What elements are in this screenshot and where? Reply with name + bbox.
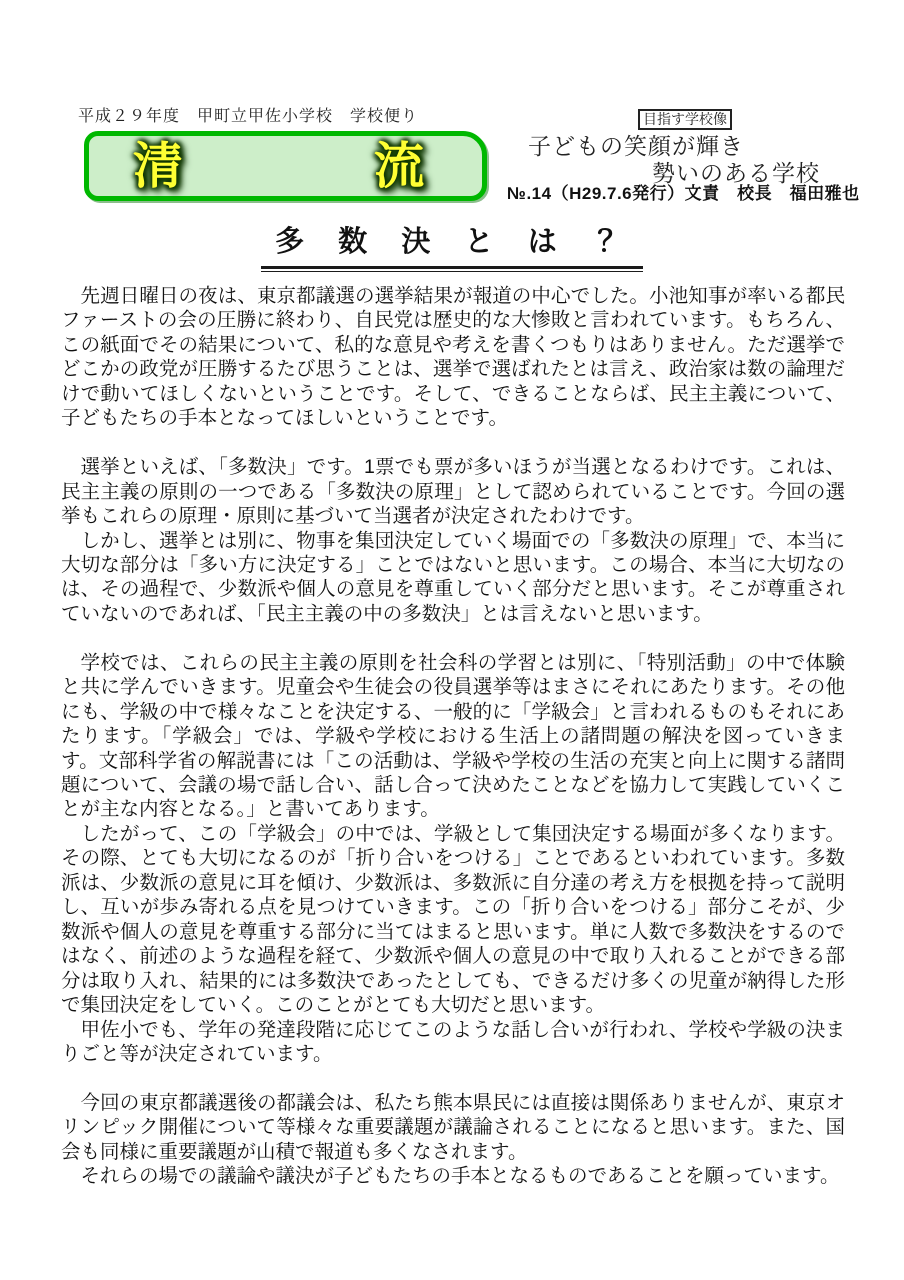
article-title: 多 数 決 と は ？: [261, 219, 643, 269]
article-body: [61, 284, 845, 1189]
school-vision-label: 目指す学校像: [638, 109, 732, 130]
body-paragraph: したがって、この「学級会」の中では、学級として集団決定する場面が多くなります。その際、とても大切になるのが「折り合いをつける」ことであるといわれています。多数派は、少数派の意見に耳を傾け、少数派は、多数派に自分達の考え方を根拠を持って説明し、互いが歩み寄れる点を見つけていきます。この「折り合いをつける」部分こそが、少数派や個人の意見を尊重する部分に当てはまると思います。単に人数で多数決をするのではなく、前述のような過程を経て、少数派や個人の意見の中で取り入れることができる部分は取り入れ、結果的には多数決であったとしても、できるだけ多くの児童が納得した形で集団決定をしていく。このことがとても大切だと思います。: [61, 822, 845, 1017]
body-paragraph: 今回の東京都議選後の都議会は、私たち熊本県民には直接は関係ありませんが、東京オリンピック開催について等様々な重要議題が議論されることになると思います。また、国会も同様に重要議題が山積で報道も多くなされます。: [61, 1091, 845, 1163]
banner-char-sei: 清: [133, 138, 183, 194]
school-motto-line-2: 勢いのある学校: [652, 161, 820, 186]
body-paragraph: 甲佐小でも、学年の発達段階に応じてこのような話し合いが行われ、学校や学級の決まりごと等が決定されています。: [61, 1018, 845, 1066]
body-paragraph: しかし、選挙とは別に、物事を集団決定していく場面での「多数決の原理」で、本当に大切な部分は「多い方に決定する」ことではないと思います。この場合、本当に大切なのは、その過程で、少数派や個人の意見を尊重していく部分だと思います。そこが尊重されていないのであれば、「民主主義の中の多数決」とは言えないと思います。: [61, 529, 845, 625]
issue-number-line: №.14（H29.7.6発行）文責 校長 福田雅也: [507, 184, 860, 203]
body-paragraph: 先週日曜日の夜は、東京都議選の選挙結果が報道の中心でした。小池知事が率いる都民ファーストの会の圧勝に終わり、自民党は歴史的な大惨敗と言われています。もちろん、この紙面でその結果について、私的な意見や考えを書くつもりはありません。ただ選挙でどこかの政党が圧勝するたび思うことは、選挙で選ばれたとは言え、政治家は数の論理だけで動いてほしくないということです。そして、できることならば、民主主義について、子どもたちの手本となってほしいということです。: [61, 285, 845, 430]
body-paragraph: それらの場での議論や議決が子どもたちの手本となるものであることを願っています。: [80, 1165, 840, 1188]
body-paragraph: 選挙といえば、「多数決」です。1票でも票が多いほうが当選となるわけです。これは、民主主義の原則の一つである「多数決の原理」として認められていることです。今回の選挙もこれらの原理・原則に基づいて当選者が決定されたわけです。: [61, 456, 845, 528]
school-motto-line-1: 子どもの笑顔が輝き: [528, 134, 744, 159]
newsletter-title-banner: [84, 131, 487, 201]
article-title-row: [0, 219, 904, 269]
body-paragraph: 学校では、これらの民主主義の原則を社会科の学習とは別に、「特別活動」の中で体験と共に学んでいきます。児童会や生徒会の役員選挙等はまさにそれにあたります。その他にも、学級の中で様々なことを決定する、一般的に「学級会」と言われるものもそれにあたります。「学級会」では、学級や学校における生活上の諸問題の解決を図っていきます。文部科学省の解説書には「この活動は、学級や学校の生活の充実と向上に関する諸問題について、会議の場で話し合い、話し合って決めたことなどを協力して実践していくことが主な内容となる。」と書いてあります。: [61, 651, 845, 821]
school-year-line: 平成２９年度 甲町立甲佐小学校 学校便り: [78, 108, 419, 125]
banner-char-ryu: 流: [374, 138, 424, 194]
